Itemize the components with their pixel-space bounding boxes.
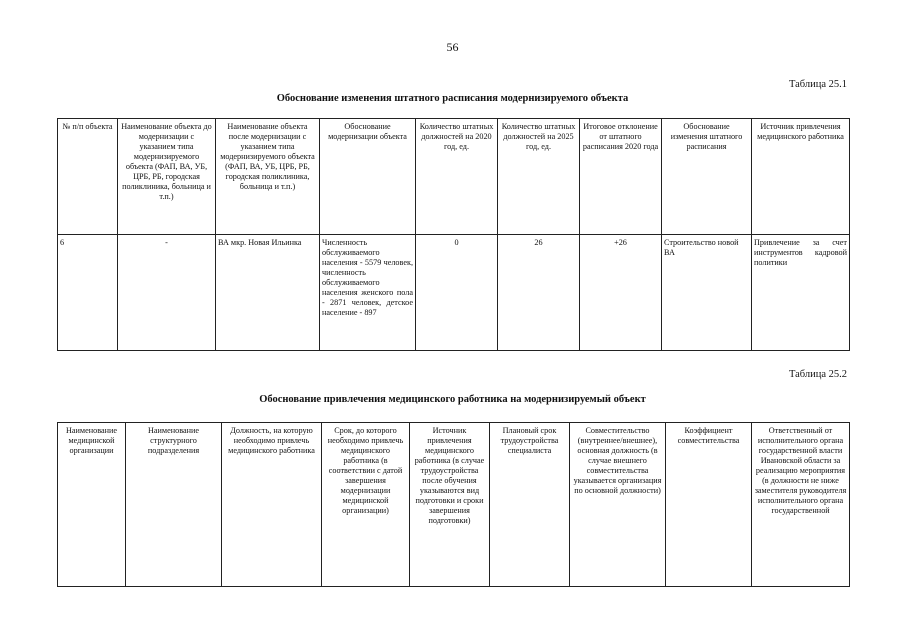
header-cell: Наименование медицинской организации [58, 423, 126, 587]
header-cell: Итоговое отклонение от штатного расписания 2020 года [580, 119, 662, 235]
worker-recruitment-table [57, 422, 850, 587]
header-cell: Наименование объекта после модернизации с указанием типа модернизируемого объекта (ФАП, ВА, УБ, ЦРБ, РБ, городская поликлиника, больница и т.п.) [216, 119, 320, 235]
staffing-change-table [57, 118, 850, 351]
header-cell: Источник привлечения медицинского работника (в случае трудоустройства после обучения указываются вид подготовки и сроки завершения подготовки) [410, 423, 490, 587]
header-cell: Должность, на которую необходимо привлечь медицинского работника [222, 423, 322, 587]
table-cell: 6 [58, 235, 118, 351]
header-cell: Ответственный от исполнительного органа государственной власти Ивановской области за реализацию мероприятия (в должности не ниже заместителя руководителя исполнительного органа государственной [752, 423, 850, 587]
header-cell: Совместительство (внутреннее/внешнее), основная должность (в случае внешнего совместительства указывается организация по основной должности) [570, 423, 666, 587]
table-2-caption: Таблица 25.2 [788, 369, 847, 380]
table-cell: Привлечение за счет инструментов кадровой политики [752, 235, 850, 351]
table-cell: - [118, 235, 216, 351]
header-cell: Срок, до которого необходимо привлечь медицинского работника (в соответствии с датой завершения модернизации медицинской организации) [322, 423, 410, 587]
table-cell: +26 [580, 235, 662, 351]
header-cell: № п/п объекта [58, 119, 118, 235]
header-cell: Количество штатных должностей на 2020 год, ед. [416, 119, 498, 235]
table-cell: 26 [498, 235, 580, 351]
table-row [58, 235, 850, 351]
table-2-header-row [58, 423, 850, 587]
table-1-caption: Таблица 25.1 [788, 79, 847, 90]
header-cell: Наименование структурного подразделения [126, 423, 222, 587]
table-cell: ВА мкр. Новая Ильинка [216, 235, 320, 351]
table-cell: 0 [416, 235, 498, 351]
table-1-header-row [58, 119, 850, 235]
header-cell: Коэффициент совместительства [666, 423, 752, 587]
table-cell: Численность обслуживаемого населения - 5579 человек, численность обслуживаемого населения женского пола - 2871 человек, детское население - 897 [320, 235, 416, 351]
page-number: 56 [446, 40, 459, 54]
table-cell: Строительство новой ВА [662, 235, 752, 351]
table-1-title: Обоснование изменения штатного расписания модернизируемого объекта [276, 93, 629, 104]
table-2-title: Обоснование привлечения медицинского работника на модернизируемый объект [259, 394, 646, 405]
header-cell: Плановый срок трудоустройства специалиста [490, 423, 570, 587]
header-cell: Обоснование изменения штатного расписания [662, 119, 752, 235]
header-cell: Количество штатных должностей на 2025 год, ед. [498, 119, 580, 235]
header-cell: Обоснование модернизации объекта [320, 119, 416, 235]
header-cell: Наименование объекта до модернизации с указанием типа модернизируемого объекта (ФАП, ВА, УБ, ЦРБ, РБ, городская поликлиника, больница и т.п.) [118, 119, 216, 235]
header-cell: Источник привлечения медицинского работника [752, 119, 850, 235]
